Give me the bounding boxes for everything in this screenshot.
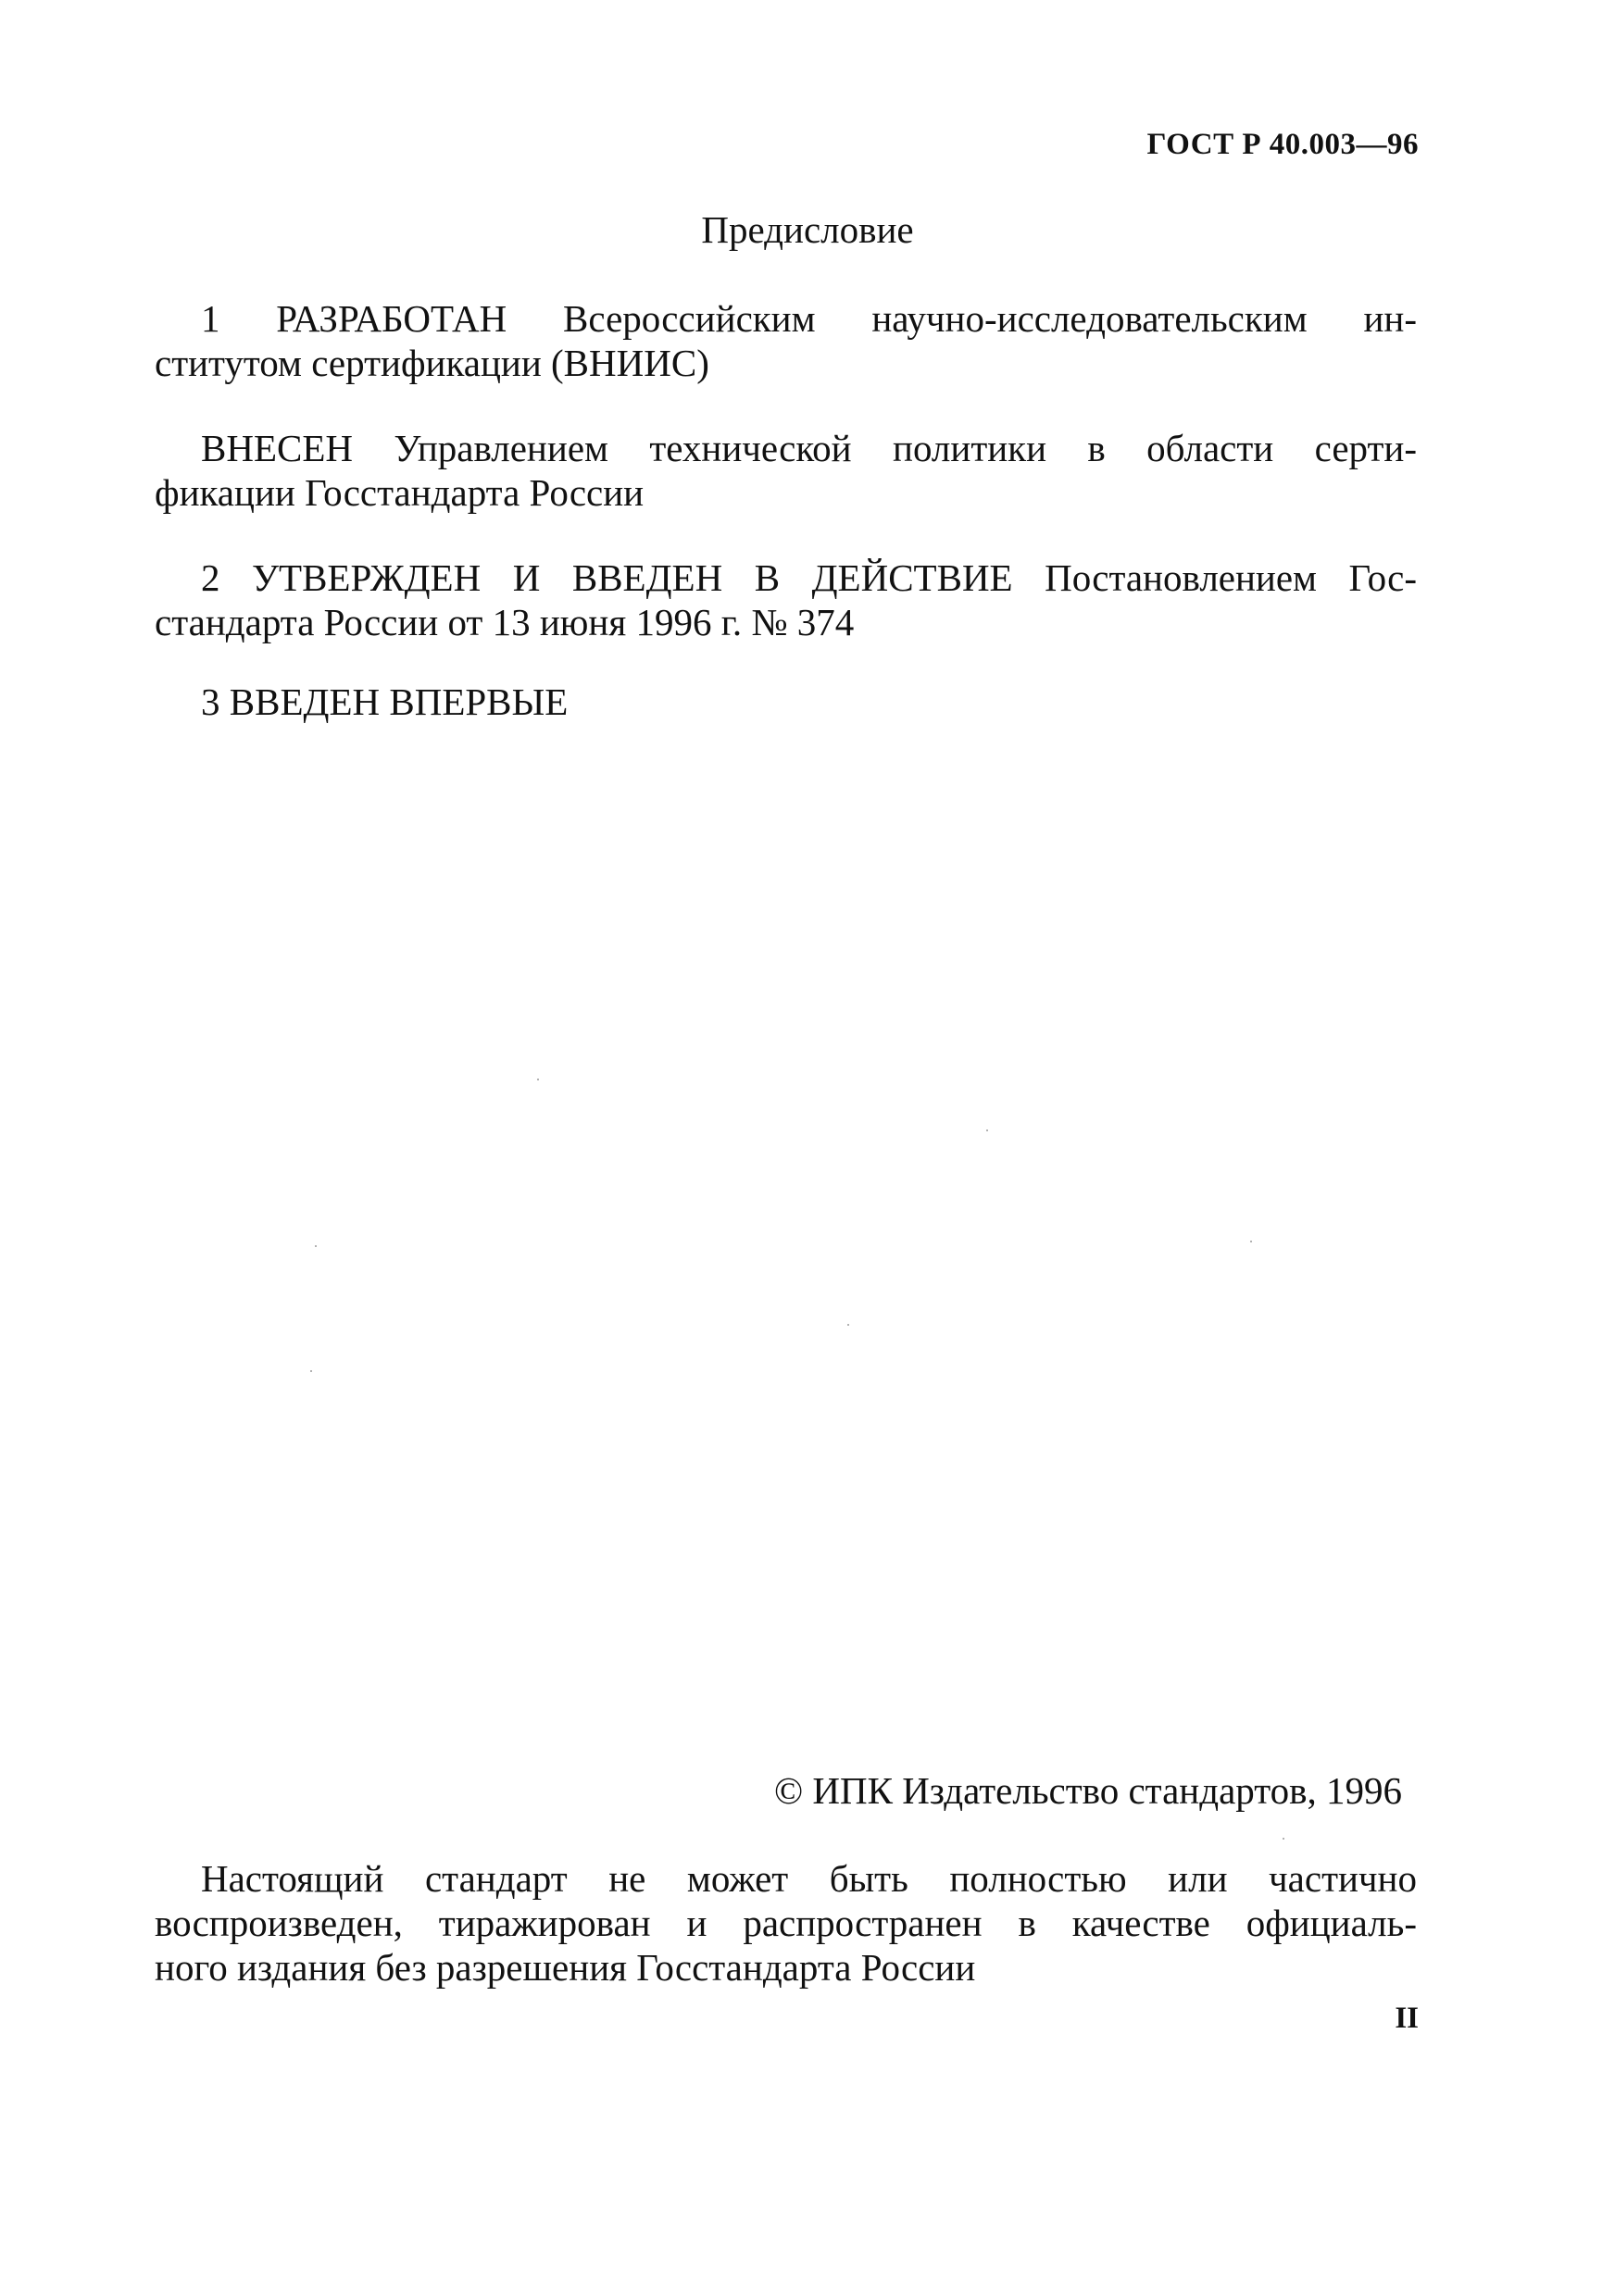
- notice-line: Настоящий стандарт не может быть полностью или частично: [201, 1857, 1417, 1900]
- section-approved: [155, 555, 1417, 644]
- scan-speck: [310, 1370, 312, 1372]
- page-title: Предисловие: [701, 208, 914, 251]
- section-line: 1 РАЗРАБОТАН Всероссийским научно-исследовательским ин-: [201, 297, 1417, 340]
- notice-line: ного издания без разрешения Госстандарта России: [155, 1946, 976, 1989]
- section-line: стандарта России от 13 июня 1996 г. № 374: [155, 601, 855, 643]
- section-line: ВНЕСЕН Управлением технической политики в области серти-: [201, 427, 1417, 469]
- section-developed: [155, 296, 1417, 385]
- standard-code-header: ГОСТ Р 40.003—96: [1146, 128, 1419, 161]
- scan-speck: [1283, 1838, 1284, 1840]
- scan-speck: [986, 1129, 988, 1131]
- notice-line: воспроизведен, тиражирован и распространен в качестве официаль-: [155, 1902, 1417, 1944]
- page-number: II: [1395, 2002, 1419, 2035]
- section-line: 3 ВВЕДЕН ВПЕРВЫЕ: [201, 680, 569, 723]
- scan-speck: [1250, 1241, 1252, 1242]
- section-introduced: [155, 426, 1417, 515]
- section-line: фикации Госстандарта России: [155, 471, 645, 514]
- scan-speck: [847, 1324, 849, 1326]
- section-line: 2 УТВЕРЖДЕН И ВВЕДЕН В ДЕЙСТВИЕ Постановлением Гос-: [201, 556, 1417, 599]
- reproduction-notice: [155, 1856, 1417, 1990]
- section-line: ститутом сертификации (ВНИИС): [155, 342, 709, 384]
- copyright-line: © ИПК Издательство стандартов, 1996: [773, 1769, 1402, 1812]
- section-first-introduced: [155, 680, 1417, 724]
- scan-speck: [537, 1079, 539, 1080]
- scan-speck: [315, 1245, 317, 1247]
